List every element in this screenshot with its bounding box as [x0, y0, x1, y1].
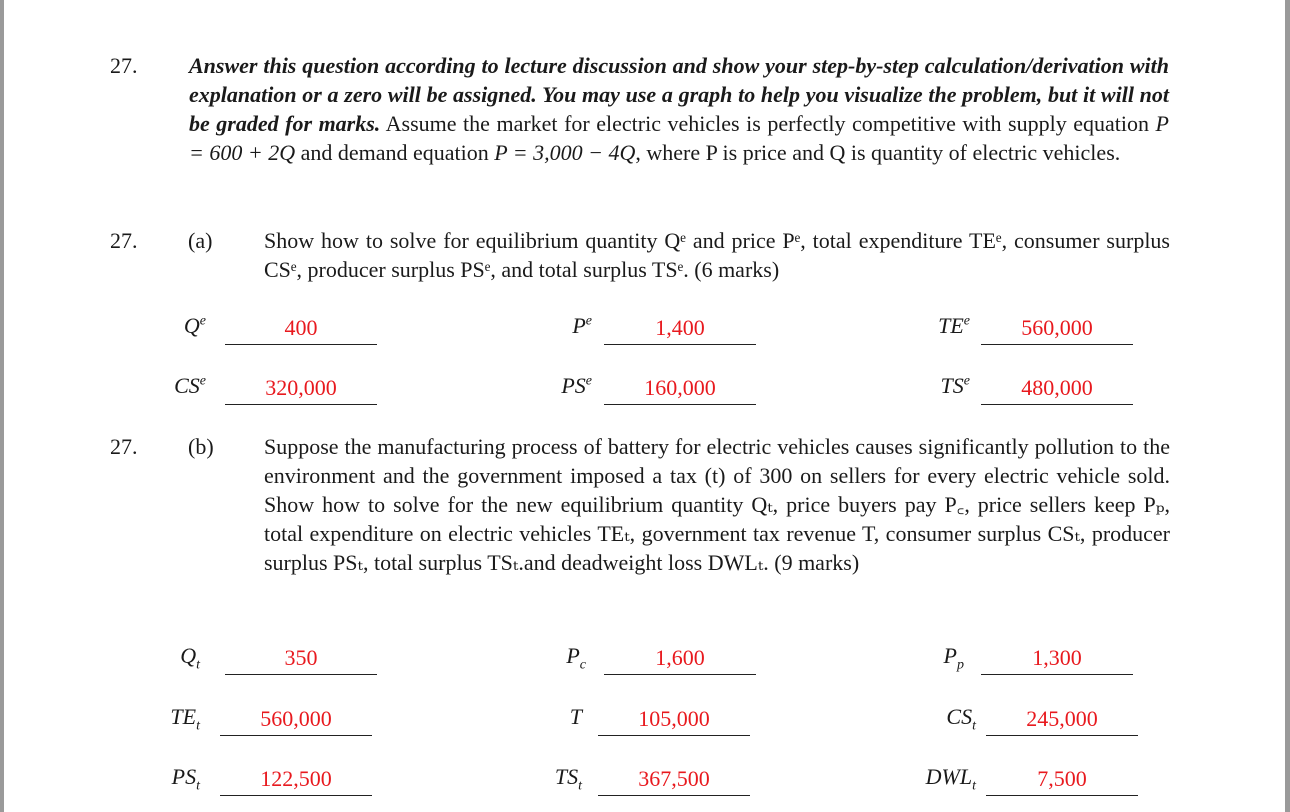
answer-t: 105,000: [598, 705, 750, 736]
answer-qt: 350: [225, 644, 377, 675]
question-definition: , where P is price and Q is quantity of electric vehicles.: [635, 140, 1121, 165]
part-b-text: Suppose the manufacturing process of battery for electric vehicles causes significantly pollution to the environment and the government imposed a tax (t) of 300 on sellers for every electric vehicle sold. Show how to solve for the new equilibrium quantity Qₜ, price buyers pay P꜀, price sellers keep Pₚ, total expenditure on electric vehicles TEₜ, government tax revenue T, consumer surplus CSₜ, producer surplus PSₜ, total surplus TSₜ.and deadweight loss DWLₜ. (9 marks): [264, 434, 1170, 575]
answer-pst: 122,500: [220, 765, 372, 796]
page-frame-left: [0, 0, 4, 812]
question-text: [189, 51, 1169, 167]
question-instruction: Answer this question according to lecture discussion and show your step-by-step calculation/derivation with explanation or a zero will be assigned. You may use a graph to help you visualize the problem, but it will not be graded for marks.: [189, 53, 1169, 136]
label-cse: $CS^e$: [174, 373, 206, 398]
answer-qe: 400: [225, 314, 377, 345]
label-tse: $TS^e$: [940, 373, 970, 398]
part-a-number: 27.: [110, 228, 138, 253]
answer-pse: 160,000: [604, 374, 756, 405]
answer-dwlt: 7,500: [986, 765, 1138, 796]
answer-pc: 1,600: [604, 644, 756, 675]
question-assumption: Assume the market for electric vehicles is perfectly competitive with supply equation: [385, 111, 1150, 136]
page-frame-right: [1285, 0, 1290, 812]
label-tet: $TE_t$: [170, 704, 200, 734]
part-a-text: Show how to solve for equilibrium quantity Qᵉ and price Pᵉ, total expenditure TEᵉ, consumer surplus CSᵉ, producer surplus PSᵉ, and total surplus TSᵉ. (6 marks): [264, 228, 1170, 282]
part-a-label: (a): [188, 228, 213, 253]
answer-cse: 320,000: [225, 374, 377, 405]
part-b-number: 27.: [110, 434, 138, 459]
label-cst: $CS_t$: [946, 704, 976, 734]
answer-pe: 1,400: [604, 314, 756, 345]
answer-tst: 367,500: [598, 765, 750, 796]
supply-equation: P = 600 + 2Q: [189, 111, 1169, 165]
label-pse: $PS^e$: [561, 373, 592, 398]
label-qe: $Q^e$: [183, 313, 206, 338]
answer-tse: 480,000: [981, 374, 1133, 405]
label-tst: $TS_t$: [554, 764, 582, 794]
label-tee: $TE^e$: [938, 313, 970, 338]
question-number: 27.: [110, 53, 138, 78]
answer-pp: 1,300: [981, 644, 1133, 675]
answer-tee: 560,000: [981, 314, 1133, 345]
label-pc: $P_c$: [566, 643, 586, 673]
answer-tet: 560,000: [220, 705, 372, 736]
label-t: T: [569, 704, 582, 729]
demand-intro: and demand equation: [300, 140, 489, 165]
label-dwlt: $DWL_t$: [925, 764, 976, 794]
answer-cst: 245,000: [986, 705, 1138, 736]
part-b-label: (b): [188, 434, 214, 459]
label-pp: $P_p$: [943, 643, 964, 673]
demand-equation: P = 3,000 − 4Q: [494, 140, 636, 165]
label-pst: $PS_t$: [171, 764, 200, 794]
label-pe: $P^e$: [572, 313, 592, 338]
label-qt: $Q_t$: [180, 643, 200, 673]
